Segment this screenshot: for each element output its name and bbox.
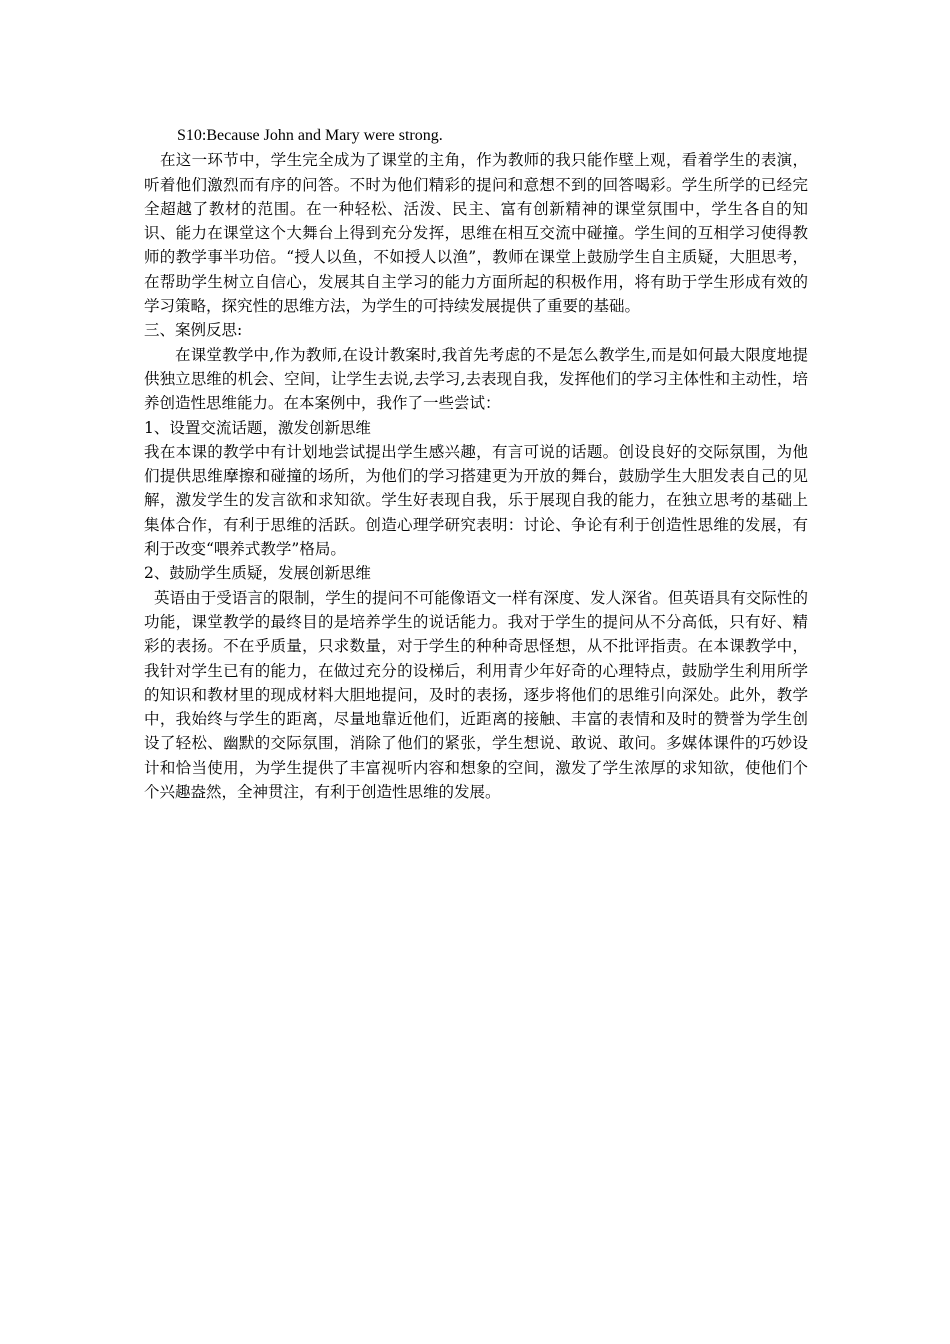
paragraph-classroom-analysis: 在这一环节中，学生完全成为了课堂的主角，作为教师的我只能作壁上观，看着学生的表演，听着他们激烈而有序的问答。不时为他们精彩的提问和意想不到的回答喝彩。学生所学的已经完全超越了教材的范围。在一种轻松、活泼、民主、富有创新精神的课堂氛围中，学生各自的知识、能力在课堂这个大舞台上得到充分发挥，思维在相互交流中碰撞。学生间的互相学习使得教师的教学事半功倍。“授人以鱼，不如授人以渔”，教师在课堂上鼓励学生自主质疑，大胆思考，在帮助学生树立自信心，发展其自主学习的能力方面所起的积极作用，将有助于学生形成有效的学习策略，探究性的思维方法，为学生的可持续发展提供了重要的基础。	[144, 151, 808, 316]
document-body	[144, 124, 808, 804]
subheading-encourage-questions: 2、鼓励学生质疑，发展创新思维	[144, 564, 371, 583]
dialogue-line-s10: S10:Because John and Mary were strong.	[177, 127, 443, 144]
section-heading-reflection: 三、案例反思:	[144, 321, 243, 340]
paragraph-topic-setting: 我在本课的教学中有计划地尝试提出学生感兴趣，有言可说的话题。创设良好的交际氛围，为他们提供思维摩擦和碰撞的场所，为他们的学习搭建更为开放的舞台，鼓励学生大胆发表自己的见解，激发学生的发言欲和求知欲。学生好表现自我，乐于展现自我的能力，在独立思考的基础上集体合作，有利于思维的活跃。创造心理学研究表明：讨论、争论有利于创造性思维的发展，有利于改变“喂养式教学”格局。	[144, 442, 808, 559]
subheading-topic-setting: 1、设置交流话题，激发创新思维	[144, 418, 371, 437]
paragraph-encourage-questions: 英语由于受语言的限制，学生的提问不可能像语文一样有深度、发人深省。但英语具有交际性的功能，课堂教学的最终目的是培养学生的说话能力。我对于学生的提问从不分高低，只有好、精彩的表扬。不在乎质量，只求数量，对于学生的种种奇思怪想，从不批评指责。在本课教学中，我针对学生已有的能力，在做过充分的设梯后，利用青少年好奇的心理特点，鼓励学生利用所学的知识和教材里的现成材料大胆地提问，及时的表扬，逐步将他们的思维引向深处。此外，教学中，我始终与学生的距离，尽量地靠近他们，近距离的接触、丰富的表情和及时的赞誉为学生创设了轻松、幽默的交际氛围，消除了他们的紧张，学生想说、敢说、敢问。多媒体课件的巧妙设计和恰当使用，为学生提供了丰富视听内容和想象的空间，激发了学生浓厚的求知欲，使他们个个兴趣盎然，全神贯注，有利于创造性思维的发展。	[144, 588, 808, 802]
paragraph-reflection-intro: 在课堂教学中,作为教师,在设计教案时,我首先考虑的不是怎么教学生,而是如何最大限度地提供独立思维的机会、空间，让学生去说,去学习,去表现自我，发挥他们的学习主体性和主动性，培养创造性思维能力。在本案例中，我作了一些尝试：	[144, 345, 808, 413]
